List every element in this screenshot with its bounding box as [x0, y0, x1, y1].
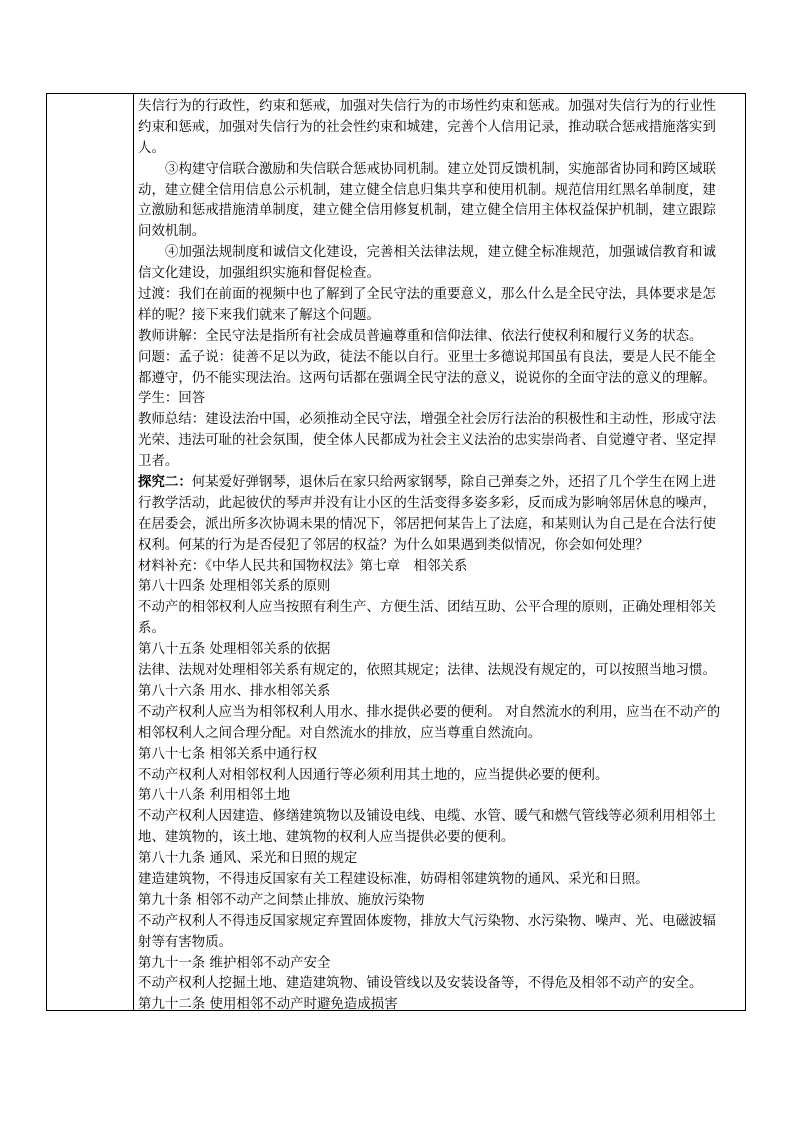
left-column-cell: [47, 94, 134, 1010]
content-line: 学生：回答: [138, 391, 206, 407]
content-line: 权利。何某的行为是否侵犯了邻居的权益？为什么如果遇到类似情况，你会如何处理？: [138, 537, 649, 553]
content-line: 法律、法规对处理相邻关系有规定的，依照其规定；法律、法规没有规定的，可以按照当地习惯。: [138, 663, 716, 679]
content-line: 行教学活动，此起彼伏的琴声并没有让小区的生活变得多姿多彩，反而成为影响邻居休息的噪声，: [138, 495, 716, 511]
content-line: 教师讲解：全民守法是指所有社会成员普遍尊重和信仰法律、依法行使权利和履行义务的状态。: [138, 328, 703, 344]
content-line: 不动产权利人不得违反国家规定弃置固体废物，排放大气污染物、水污染物、噪声、光、电磁波辐: [138, 913, 716, 929]
content-line: 地、建筑物的，该土地、建筑物的权利人应当提供必要的便利。: [138, 830, 515, 846]
content-line: 材料补充：《中华人民共和国物权法》第七章 相邻关系: [138, 558, 468, 574]
content-line: 约束和惩戒，加强对失信行为的社会性约束和城建，完善个人信用记录，推动联合惩戒措施落实到: [138, 119, 716, 135]
content-line: ③构建守信联合激励和失信联合惩戒协同机制。建立处罚反馈机制，实施部省协同和跨区域联: [165, 161, 717, 177]
content-line: 过渡：我们在前面的视频中也了解到了全民守法的重要意义，那么什么是全民守法，具体要求是怎: [138, 287, 716, 303]
content-line: 第八十八条 利用相邻土地: [138, 788, 291, 804]
content-line: 不动产权利人对相邻权利人因通行等必须利用其土地的，应当提供必要的便利。: [138, 767, 609, 783]
content-line: 卫者。: [138, 454, 179, 470]
content-line: 信文化建设，加强组织实施和督促检查。: [138, 266, 380, 282]
content-line: 第九十二条 使用相邻不动产时避免造成损害: [138, 997, 398, 1013]
content-line: 教师总结：建设法治中国，必须推动全民守法，增强全社会厉行法治的积极性和主动性，形成守法: [138, 412, 716, 428]
content-line: 第八十五条 处理相邻关系的依据: [138, 642, 331, 658]
section-text: 何某爱好弹钢琴，退休后在家只给两家钢琴，除自己弹奏之外，还招了几个学生在网上进: [191, 475, 716, 491]
content-line: 第八十七条 相邻关系中通行权: [138, 746, 318, 762]
content-line: 第九十一条 维护相邻不动产安全: [138, 955, 331, 971]
content-line: 第八十六条 用水、排水相邻关系: [138, 683, 331, 699]
content-line: 光荣、违法可耻的社会氛围，使全体人民都成为社会主义法治的忠实崇尚者、自觉遵守者、坚定捍: [138, 433, 716, 449]
lesson-content-cell: [138, 97, 744, 1016]
section-heading: 探究二：: [138, 475, 192, 491]
content-line: 系。: [138, 621, 165, 637]
content-line: [138, 473, 744, 494]
content-line: 射等有害物质。: [138, 934, 233, 950]
content-line: 动，建立健全信用信息公示机制，建立健全信息归集共享和使用机制。规范信用红黑名单制度，建: [138, 182, 716, 198]
content-line: 不动产权利人应当为相邻权利人用水、排水提供必要的便利。 对自然流水的利用，应当在不动产的: [138, 704, 721, 720]
content-line: 第八十四条 处理相邻关系的原则: [138, 579, 331, 595]
content-line: 不动产权利人因建造、修缮建筑物以及铺设电线、电缆、水管、暖气和燃气管线等必须利用相邻土: [138, 809, 716, 825]
content-line: 失信行为的行政性，约束和惩戒，加强对失信行为的市场性约束和惩戒。加强对失信行为的行业性: [138, 99, 716, 114]
content-line: 第八十九条 通风、采光和日照的规定: [138, 851, 358, 867]
content-line: 问题：孟子说：徒善不足以为政，徒法不能以自行。亚里士多德说邦国虽有良法，要是人民不能全: [138, 349, 716, 365]
content-line: 立激励和惩戒措施清单制度，建立健全信用修复机制，建立健全信用主体权益保护机制，建立跟踪: [138, 203, 716, 219]
content-line: 不动产的相邻权利人应当按照有利生产、方便生活、团结互助、公平合理的原则，正确处理相邻关: [138, 600, 716, 616]
content-line: 第九十条 相邻不动产之间禁止排放、施放污染物: [138, 892, 425, 908]
content-line: ④加强法规制度和诚信文化建设，完善相关法律法规，建立健全标准规范，加强诚信教育和诚: [165, 245, 717, 261]
content-line: 都遵守，仍不能实现法治。这两句话都在强调全民守法的意义，说说你的全面守法的意义的理解。: [138, 370, 716, 386]
content-line: 不动产权利人挖掘土地、建造建筑物、铺设管线以及安装设备等，不得危及相邻不动产的安全。: [138, 976, 703, 992]
content-line: 人。: [138, 140, 165, 156]
lesson-table: [46, 93, 746, 1011]
content-line: 相邻权利人之间合理分配。对自然流水的排放，应当尊重自然流向。: [138, 725, 542, 741]
content-line: 样的呢？接下来我们就来了解这个问题。: [138, 307, 380, 323]
content-line: 在居委会，派出所多次协调未果的情况下，邻居把何某告上了法庭，和某则认为自己是在合法行使: [138, 516, 716, 532]
content-line: 建造建筑物，不得违反国家有关工程建设标准，妨碍相邻建筑物的通风、采光和日照。: [138, 871, 649, 887]
content-line: 问效机制。: [138, 224, 206, 240]
